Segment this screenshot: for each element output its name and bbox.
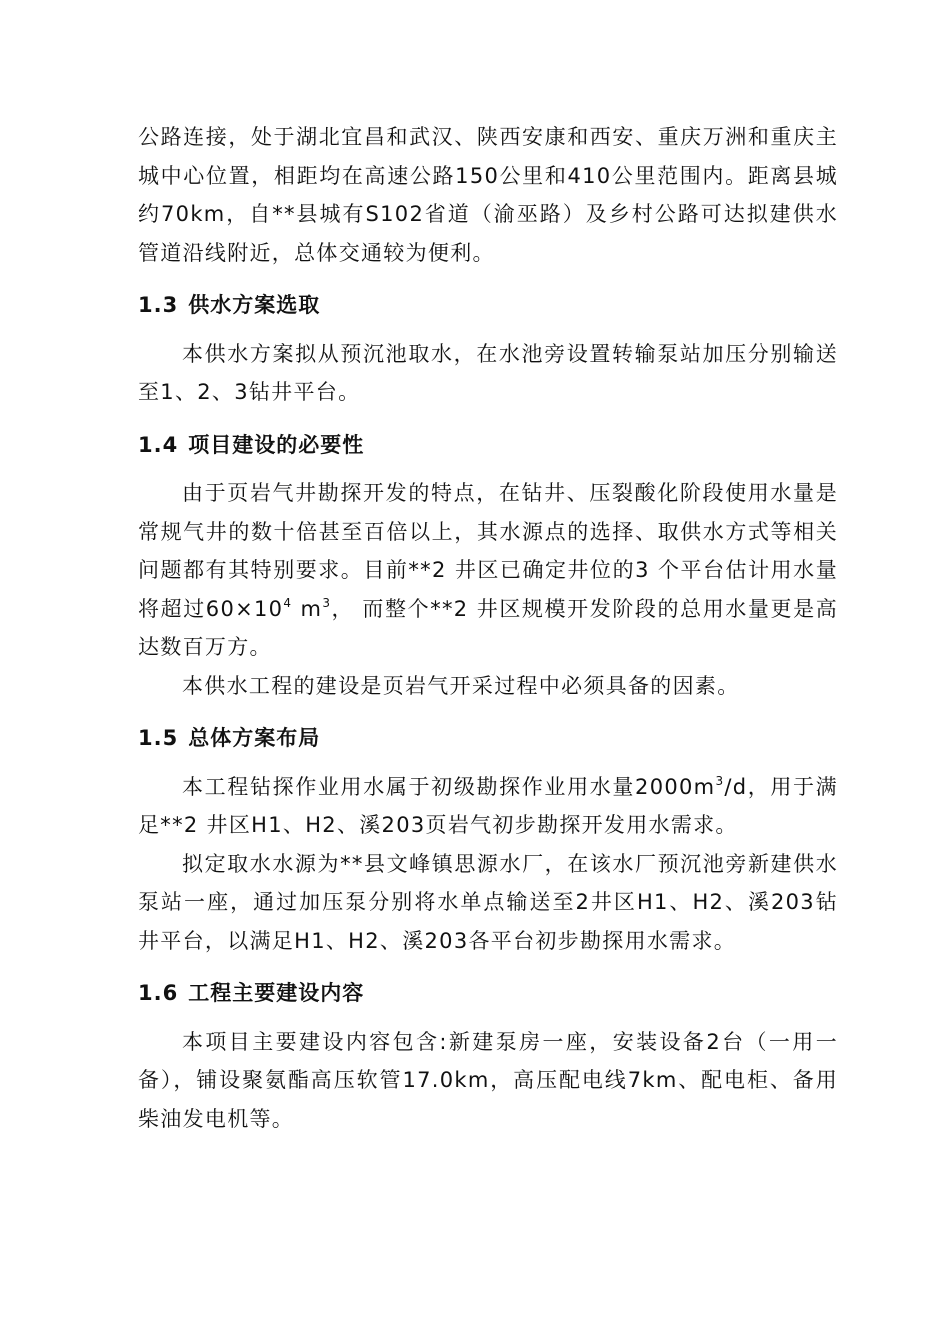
section-1-5-paragraph-1: [138, 768, 838, 845]
document-page: [138, 118, 838, 1138]
superscript: 3: [322, 595, 332, 610]
section-heading-1-6: [138, 968, 838, 1023]
section-title: 总体方案布局: [188, 726, 321, 750]
section-title: 项目建设的必要性: [188, 432, 365, 457]
section-title: 供水方案选取: [188, 293, 321, 317]
text-run: 本工程钻探作业用水属于初级勘探作业用水量2000m: [182, 774, 716, 799]
section-heading-1-5: [138, 713, 838, 768]
section-1-4-paragraph-2: 本供水工程的建设是页岩气开采过程中必须具备的因素。: [182, 673, 740, 698]
text-run: /d，用于满足**2 井区H1、H2、溪203页岩气初步勘探开发用水需求。: [138, 774, 838, 837]
section-number: 1.3: [138, 293, 179, 317]
section-1-4-paragraph-1: [138, 474, 838, 667]
superscript: 3: [715, 773, 725, 788]
section-1-6-paragraph: 本项目主要建设内容包含:新建泵房一座，安装设备2台（一用一备），铺设聚氨酯高压软管17.0km，高压配电线7km、配电柜、备用柴油发电机等。: [138, 1029, 838, 1131]
section-title: 工程主要建设内容: [188, 981, 365, 1005]
section-1-5-paragraph-2: 拟定取水水源为**县文峰镇思源水厂，在该水厂预沉池旁新建供水泵站一座，通过加压泵分别将水单点输送至2井区H1、H2、溪203钻井平台，以满足H1、H2、溪203各平台初步勘探用水需求。: [138, 851, 838, 953]
section-heading-1-4: [138, 420, 838, 475]
section-number: 1.4: [138, 432, 179, 457]
section-1-3-paragraph: 本供水方案拟从预沉池取水，在水池旁设置转输泵站加压分别输送至1、2、3钻井平台。: [138, 341, 838, 404]
text-run: 由于页岩气井勘探开发的特点，在钻井、压裂酸化阶段使用水量是常规气井的数十倍甚至百倍以上，其水源点的选择、取供水方式等相关问题都有其特别要求。目前**2 井区已确定井位的3 个平台估计用水量将超过60×10: [138, 481, 838, 621]
superscript: 4: [283, 595, 293, 610]
section-number: 1.5: [138, 726, 179, 750]
text-run: ， 而整个**2 井区规模开发阶段的总用水量更是高达数百万方。: [138, 596, 838, 659]
section-heading-1-3: [138, 280, 838, 335]
section-number: 1.6: [138, 981, 179, 1005]
text-run: m: [292, 596, 323, 621]
intro-paragraph: 公路连接，处于湖北宜昌和武汉、陕西安康和西安、重庆万洲和重庆主城中心位置，相距均在高速公路150公里和410公里范围内。距离县城约70km，自**县城有S102省道（渝巫路）及乡村公路可达拟建供水管道沿线附近，总体交通较为便利。: [138, 125, 838, 265]
